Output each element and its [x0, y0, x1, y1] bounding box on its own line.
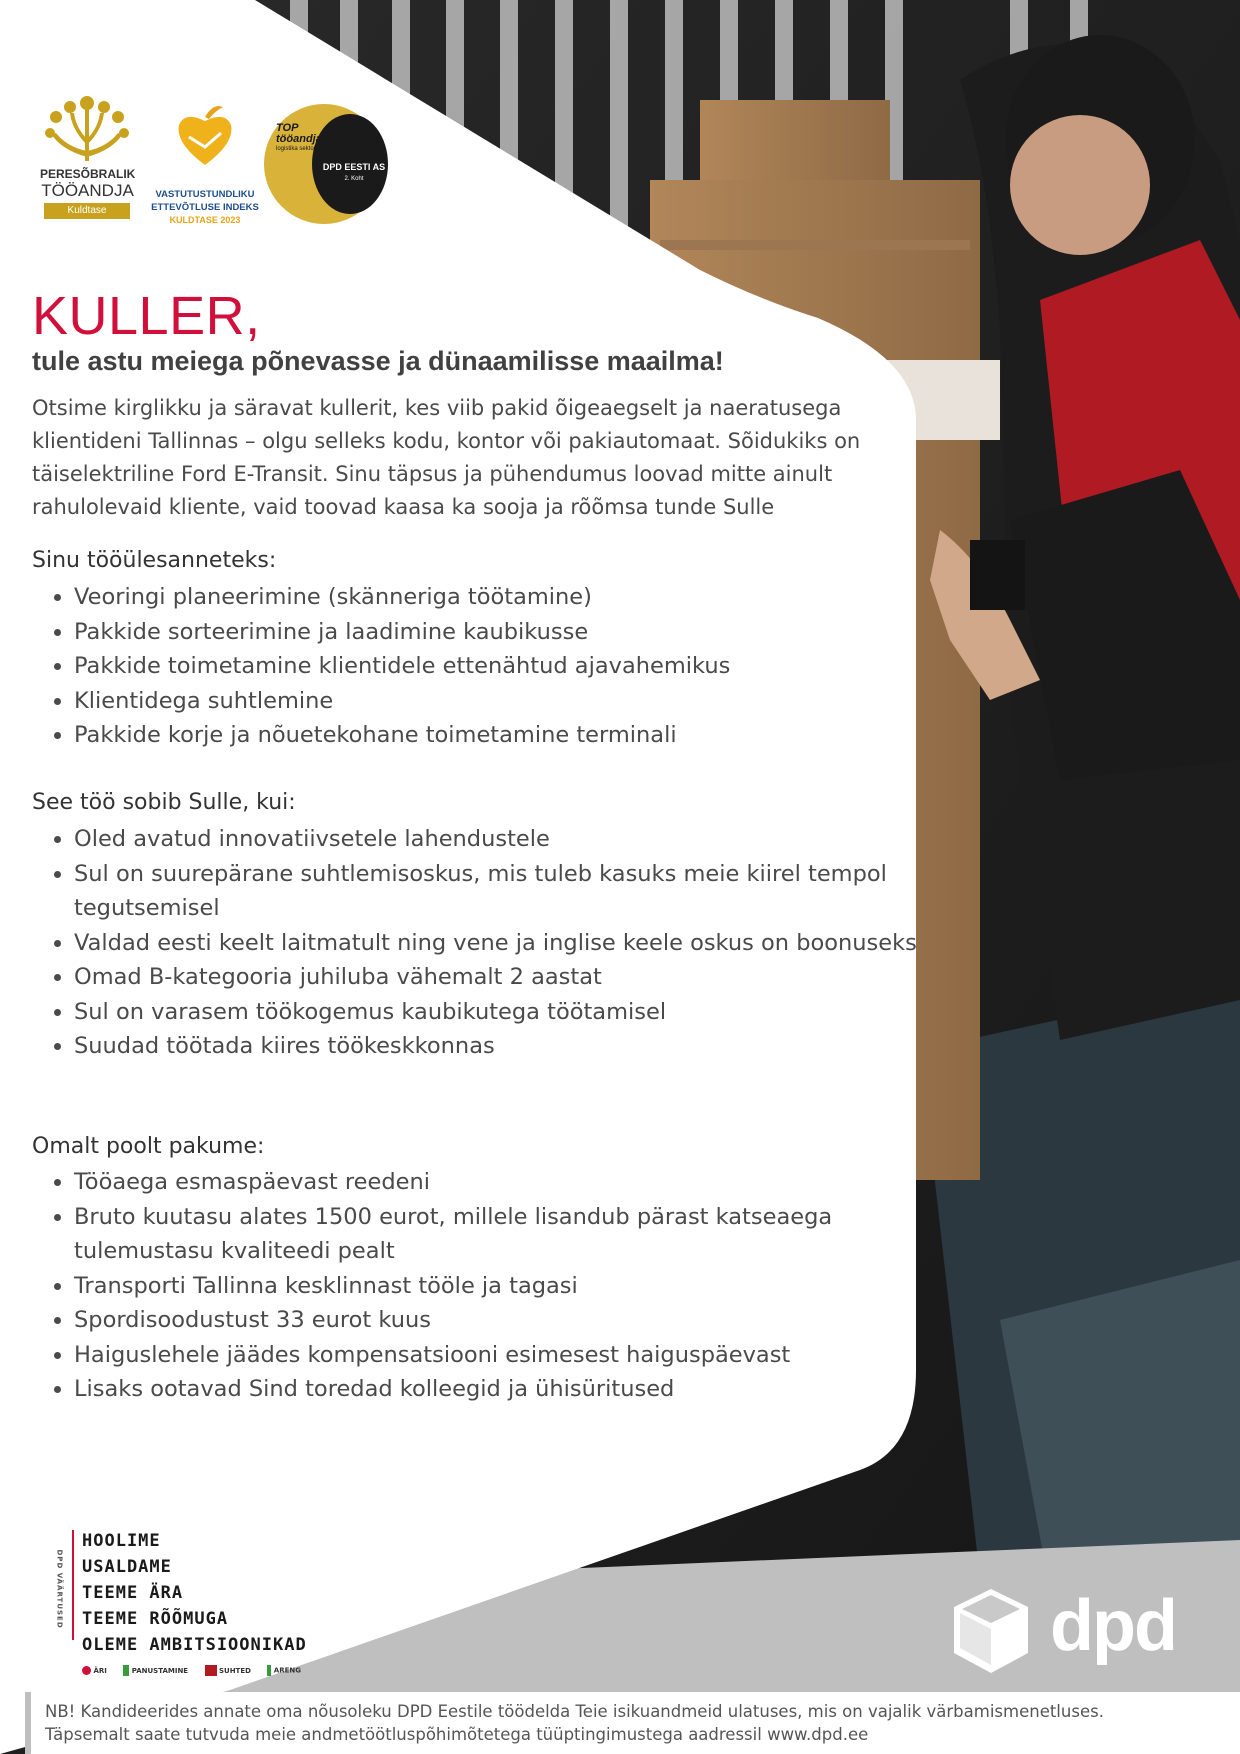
list-item: • Valdad eesti keelt laitmatult ning vene ja inglise keele oskus on boonuseks	[74, 926, 924, 961]
csr-line2: ETTEVÕTLUSE INDEKS	[151, 202, 259, 213]
employer-award-line1: PERESÕBRALIK	[40, 167, 136, 181]
offer-list	[32, 1165, 924, 1407]
bars-green-icon	[123, 1665, 129, 1676]
employer-award-line2: TÖÖANDJA	[41, 181, 134, 200]
list-item: • Klientidega suhtlemine	[74, 684, 924, 719]
csr-line1: VASTUTUSTUNDLIKU	[155, 189, 255, 200]
legend-areng: ARENG	[273, 1666, 301, 1675]
list-item: • Spordisoodustust 33 eurot kuus	[74, 1303, 924, 1338]
list-item: • Pakkide sorteerimine ja laadimine kaubikusse	[74, 615, 924, 650]
tree-icon	[42, 95, 132, 165]
top-employer-logo	[262, 100, 392, 230]
values-legend	[82, 1665, 301, 1676]
dpd-values	[52, 1525, 392, 1675]
top-employer-line1: TOP	[276, 122, 299, 134]
employer-award-logo	[40, 95, 135, 225]
award-logos	[40, 95, 400, 235]
heart-apple-icon	[175, 103, 235, 168]
value-teeme-ara: TEEME ÄRA	[82, 1583, 184, 1603]
value-teeme-roomuga: TEEME RÕÕMUGA	[82, 1609, 229, 1629]
csr-index-logo	[150, 103, 260, 233]
value-oleme-ambitsioonikad: OLEME AMBITSIOONIKAD	[82, 1635, 307, 1655]
tasks-heading: Sinu tööülesanneteks:	[32, 548, 277, 573]
top-employer-line2: tööandja	[276, 133, 322, 145]
footer-line1: NB! Kandideerides annate oma nõusoleku DPD Eestile töödelda Teie isikuandmeid ulatuses, mis on vajalik värbamismenetluses.	[45, 1702, 1104, 1721]
dpd-cube-icon	[950, 1585, 1032, 1677]
bars-red-icon	[205, 1665, 217, 1676]
page-subtitle: tule astu meiega põnevasse ja dünaamilisse maailma!	[32, 346, 724, 376]
fit-heading: See töö sobib Sulle, kui:	[32, 790, 296, 815]
top-employer-company: DPD EESTI AS	[322, 162, 386, 172]
values-divider	[72, 1530, 74, 1640]
footer-line2: Täpsemalt saate tutvuda meie andmetöötluspõhimõtetega tüüptingimustega aadressil www.dpd.ee	[45, 1725, 869, 1744]
list-item: • Lisaks ootavad Sind toredad kolleegid ja ühisüritused	[74, 1372, 924, 1407]
employer-award-badge: Kuldtase	[44, 203, 130, 219]
footer-disclaimer	[25, 1692, 1240, 1754]
values-side-label: DPD VÄÄRTUSED	[55, 1549, 64, 1629]
legend-ari: ÄRI	[93, 1666, 107, 1675]
list-item: • Oled avatud innovatiivsetele lahendustele	[74, 822, 924, 857]
value-hoolime: HOOLIME	[82, 1531, 161, 1551]
list-item: • Sul on varasem töökogemus kaubikutega töötamisel	[74, 995, 924, 1030]
legend-panustamine: PANUSTAMINE	[131, 1666, 189, 1675]
list-item: • Omad B-kategooria juhiluba vähemalt 2 aastat	[74, 960, 924, 995]
tasks-list	[32, 580, 924, 753]
legend-suhted: SUHTED	[218, 1666, 251, 1675]
list-item: • Veoringi planeerimine (skänneriga töötamine)	[74, 580, 924, 615]
list-item: • Pakkide korje ja nõuetekohane toimetamine terminali	[74, 718, 924, 753]
top-employer-line3: logistika sektoris	[276, 146, 321, 152]
list-item: • Haiguslehele jäädes kompensatsiooni esimesest haiguspäevast	[74, 1338, 924, 1373]
list-item: • Transporti Tallinna kesklinnast tööle ja tagasi	[74, 1269, 924, 1304]
top-employer-rank: 2. Koht	[344, 176, 364, 182]
dpd-wordmark: dpd	[1050, 1586, 1176, 1666]
footer-accent-bar	[25, 1692, 31, 1754]
list-item: • Sul on suurepärane suhtlemisoskus, mis tuleb kasuks meie kiirel tempol tegutsemisel	[74, 857, 924, 926]
offer-heading: Omalt poolt pakume:	[32, 1134, 265, 1159]
list-item: • Bruto kuutasu alates 1500 eurot, millele lisandub pärast katseaega tulemustasu kvaliteedi pealt	[74, 1200, 924, 1269]
dpd-logo	[950, 1585, 1176, 1685]
list-item: • Pakkide toimetamine klientidele ettenähtud ajavahemikus	[74, 649, 924, 684]
page-title: KULLER,	[32, 286, 261, 346]
csr-line3: KULDTASE 2023	[169, 215, 241, 225]
value-usaldame: USALDAME	[82, 1557, 172, 1577]
list-item: • Tööaega esmaspäevast reedeni	[74, 1165, 924, 1200]
fit-list	[32, 822, 924, 1064]
intro-paragraph: Otsime kirglikku ja säravat kullerit, kes viib pakid õigeaegselt ja naeratusega klientideni Tallinnas – olgu selleks kodu, kontor või pakiautomaat. Sõidukiks on täiselektriline Ford E-Transit. Sinu täpsus ja pühendumus loovad mitte ainult rahulolevaid kliente, vaid toovad kaasa ka sooja ja rõõmsa tunde Sulle	[32, 396, 861, 519]
bar-green-icon	[267, 1665, 271, 1676]
circle-icon	[82, 1666, 91, 1675]
list-item: • Suudad töötada kiires töökeskkonnas	[74, 1029, 924, 1064]
